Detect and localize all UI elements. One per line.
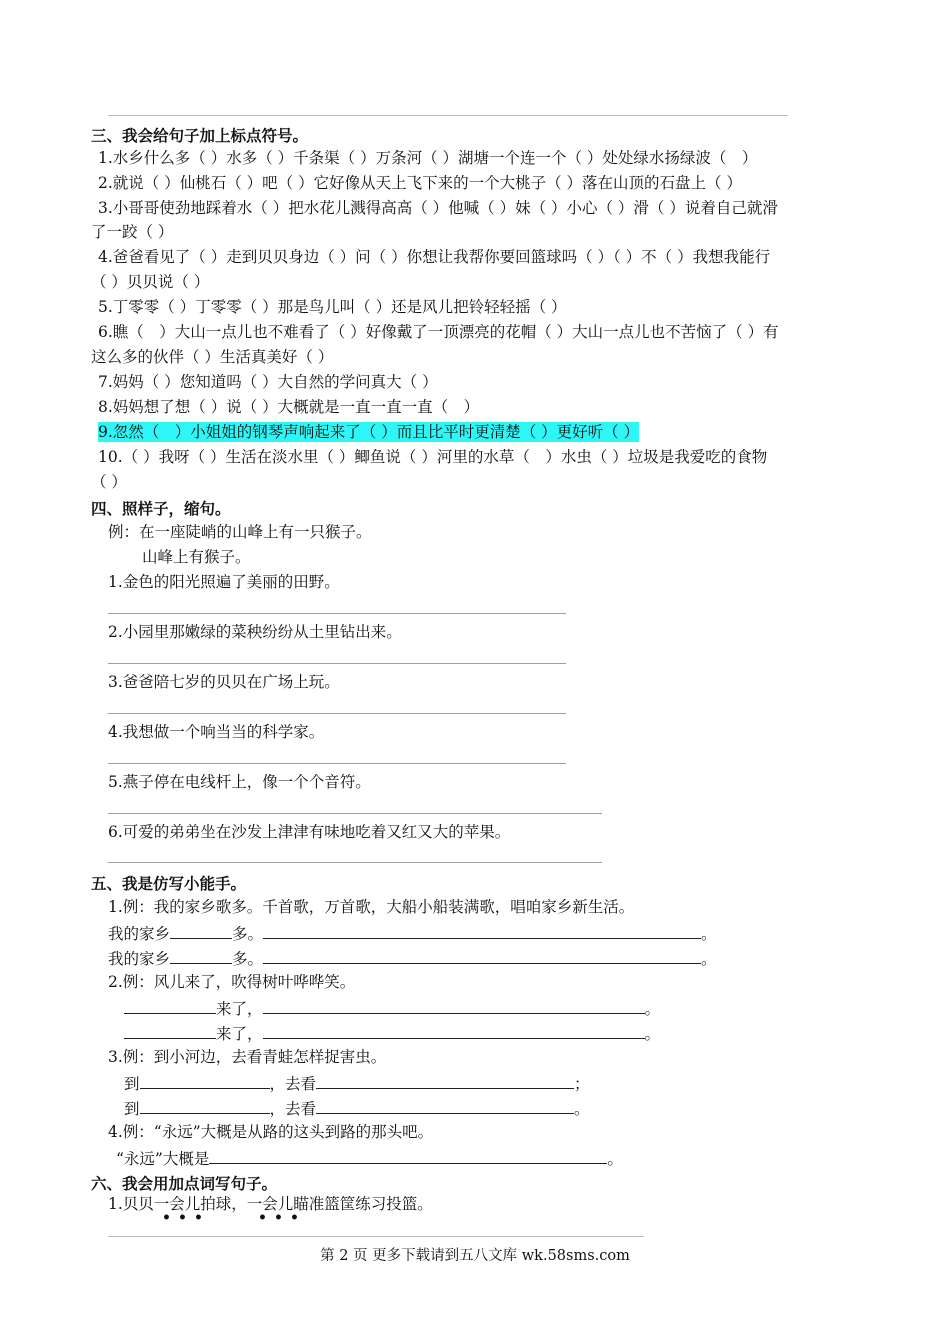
s5-q1-blank-a2[interactable] — [170, 947, 232, 964]
s5-q2-example: 2.例：风儿来了，吹得树叶哗哗笑。 — [108, 973, 356, 991]
s3-line-14: （ ） — [91, 473, 127, 491]
top-divider — [108, 115, 788, 116]
s5-q1-mid: 多。 — [232, 925, 264, 943]
emphasis-dot: • — [274, 1210, 283, 1226]
s5-q3-goto-see: ，去看 — [269, 1075, 317, 1093]
s4-item-6: 6.可爱的弟弟坐在沙发上津津有味地吃着又红又大的苹果。 — [108, 823, 511, 841]
s5-q4-prefix: “永远”大概是 — [116, 1150, 210, 1168]
emphasis-dot: • — [258, 1210, 267, 1226]
s5-q1-row-1 — [108, 922, 717, 944]
s5-q3-blank-b1[interactable] — [316, 1072, 574, 1089]
emphasis-dot: • — [194, 1210, 203, 1226]
s5-q2-blank-a1[interactable] — [124, 997, 216, 1014]
s5-q2-row-2 — [124, 1022, 660, 1044]
s4-item-4: 4.我想做一个响当当的科学家。 — [108, 723, 325, 741]
s3-line-12-highlighted: 9.忽然（ ）小姐姐的钢琴声响起来了（ ）而且比平时更清楚（ ）更好听（ ） — [98, 423, 640, 441]
s5-q1-row-2 — [108, 947, 717, 969]
s5-q2-blank-a2[interactable] — [124, 1022, 216, 1039]
s3-line-8: 6.瞧（ ）大山一点儿也不难看了（ ）好像戴了一顶漂亮的花帽（ ）大山一点儿也不苦恼了（ ）有 — [98, 323, 779, 341]
emphasis-dot: • — [290, 1210, 299, 1226]
s4-answer-line-5[interactable] — [108, 813, 602, 814]
s5-q2-mid: 来了， — [216, 1000, 263, 1018]
s3-line-11: 8.妈妈想了想（ ）说（ ）大概就是一直一直一直（ ） — [98, 398, 480, 416]
s5-q1-blank-b1[interactable] — [263, 922, 701, 939]
s5-q2-mid: 来了， — [216, 1025, 263, 1043]
s6-answer-line[interactable] — [108, 1236, 644, 1237]
s4-example: 例：在一座陡峭的山峰上有一只猴子。 — [108, 523, 372, 541]
s5-q2-row-1 — [124, 997, 660, 1019]
s5-q1-prefix: 我的家乡 — [108, 950, 171, 968]
emphasis-dot: • — [162, 1210, 171, 1226]
s3-line-1: 1.水乡什么多（ ）水多（ ）千条渠（ ）万条河（ ）湖塘一个连一个（ ）处处绿水扬绿波（ ） — [98, 149, 758, 167]
s5-period: 。 — [644, 1025, 661, 1043]
s4-example-answer: 山峰上有猴子。 — [142, 548, 251, 566]
s6-q1: 1.贝贝一会儿拍球，一会儿瞄准篮筐练习投篮。 — [108, 1195, 433, 1213]
s5-q4-row — [116, 1147, 623, 1169]
s5-q3-blank-a2[interactable] — [140, 1097, 270, 1114]
page-footer: 第 2 页 更多下载请到五八文库 wk.58sms.com — [320, 1248, 630, 1264]
s5-period: 。 — [574, 1100, 590, 1118]
s5-q1-example: 1.例：我的家乡歌多。千首歌，万首歌，大船小船装满歌，唱咱家乡新生活。 — [108, 898, 635, 916]
s4-answer-line-6[interactable] — [108, 862, 602, 863]
s3-line-7: 5.丁零零（ ）丁零零（ ）那是鸟儿叫（ ）还是风儿把铃轻轻摇（ ） — [98, 298, 567, 316]
s4-item-5: 5.燕子停在电线杆上，像一个个音符。 — [108, 773, 371, 791]
s5-q2-blank-b2[interactable] — [263, 1022, 645, 1039]
s5-period: 。 — [701, 950, 717, 968]
s4-item-3: 3.爸爸陪七岁的贝贝在广场上玩。 — [108, 673, 340, 691]
section-4-title: 四、照样子，缩句。 — [91, 499, 231, 518]
s5-semicolon: ； — [574, 1075, 590, 1093]
s5-q4-blank[interactable] — [209, 1147, 607, 1164]
s5-q3-to: 到 — [124, 1100, 140, 1118]
s5-q3-blank-b2[interactable] — [316, 1097, 574, 1114]
s4-item-2: 2.小园里那嫩绿的菜秧纷纷从土里钻出来。 — [108, 623, 402, 641]
s3-line-4: 了一跤（ ） — [91, 223, 174, 241]
section-5-title: 五、我是仿写小能手。 — [91, 874, 247, 893]
s5-q1-blank-a1[interactable] — [170, 922, 232, 939]
s5-q3-to: 到 — [124, 1075, 140, 1093]
s4-answer-line-1[interactable] — [108, 613, 566, 614]
s5-q3-row-1 — [124, 1072, 590, 1094]
s3-line-13: 10.（ ）我呀（ ）生活在淡水里（ ）鲫鱼说（ ）河里的水草（ ）水虫（ ）垃圾是我爱吃的食物 — [98, 448, 768, 466]
s4-answer-line-3[interactable] — [108, 713, 566, 714]
s5-q3-goto-see: ，去看 — [269, 1100, 317, 1118]
s3-line-6: （ ）贝贝说（ ） — [91, 273, 210, 291]
s5-period: 。 — [607, 1150, 623, 1168]
s5-q1-blank-b2[interactable] — [263, 947, 701, 964]
s5-q1-mid: 多。 — [232, 950, 264, 968]
s4-item-1: 1.金色的阳光照遍了美丽的田野。 — [108, 573, 340, 591]
s4-answer-line-2[interactable] — [108, 663, 566, 664]
s3-line-5: 4.爸爸看见了（ ）走到贝贝身边（ ）问（ ）你想让我帮你要回篮球吗（ ）（ ）不（ ）我想我能行 — [98, 248, 771, 266]
s4-answer-line-4[interactable] — [108, 763, 566, 764]
s5-q1-prefix: 我的家乡 — [108, 925, 171, 943]
emphasis-dot: • — [178, 1210, 187, 1226]
s3-line-2: 2.就说（ ）仙桃石（ ）吧（ ）它好像从天上飞下来的一个大桃子（ ）落在山顶的石盘上（ ） — [98, 174, 742, 192]
s5-q4-example: 4.例：“永远”大概是从路的这头到路的那头吧。 — [108, 1123, 434, 1141]
s5-period: 。 — [644, 1000, 661, 1018]
s5-q3-example: 3.例：到小河边，去看青蛙怎样捉害虫。 — [108, 1048, 387, 1066]
section-3-title: 三、我会给句子加上标点符号。 — [91, 126, 309, 145]
s5-q3-row-2 — [124, 1097, 590, 1119]
s3-line-9: 这么多的伙伴（ ）生活真美好（ ） — [91, 348, 334, 366]
s3-line-10: 7.妈妈（ ）您知道吗（ ）大自然的学问真大（ ） — [98, 373, 438, 391]
s5-period: 。 — [701, 925, 717, 943]
section-6-title: 六、我会用加点词写句子。 — [91, 1174, 278, 1193]
s5-q3-blank-a1[interactable] — [140, 1072, 270, 1089]
s5-q2-blank-b1[interactable] — [263, 997, 645, 1014]
s3-line-3: 3.小哥哥使劲地踩着水（ ）把水花儿溅得高高（ ）他喊（ ）妹（ ）小心（ ）滑（ ）说着自己就滑 — [98, 199, 778, 217]
